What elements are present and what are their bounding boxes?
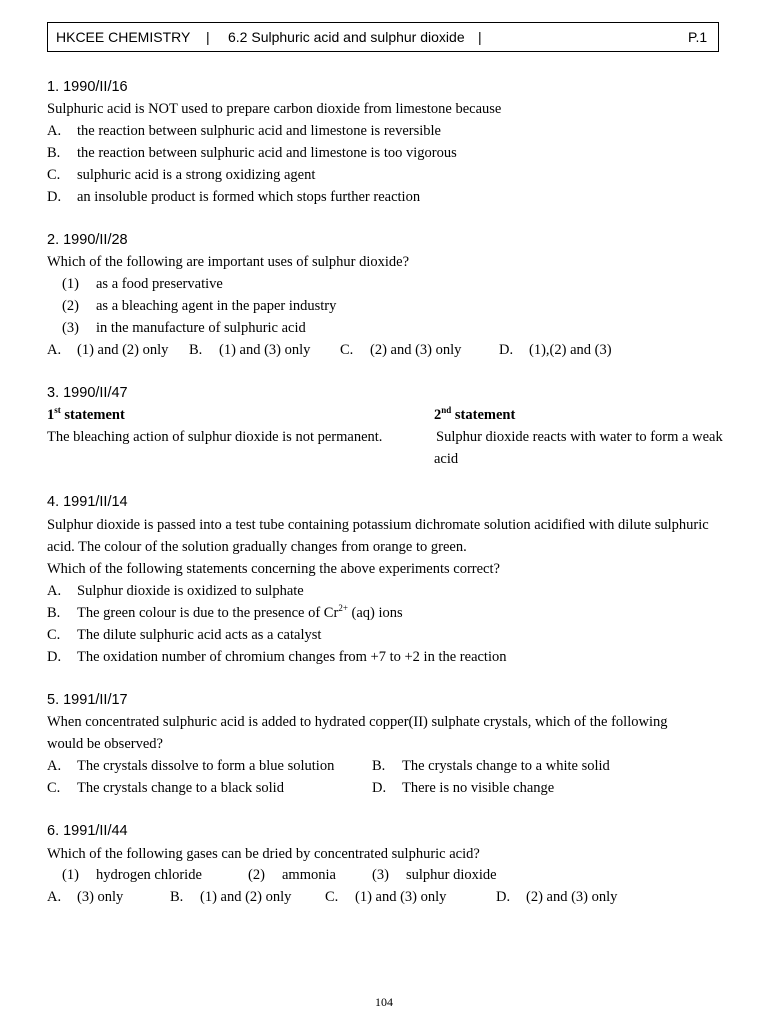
statement-2-text-continued: acid [434, 451, 459, 467]
option-letter: B. [170, 889, 184, 905]
question-5-stem: When concentrated sulphuric acid is added to hydrated copper(II) sulphate crystals, which of the following [47, 714, 668, 730]
option-letter: C. [47, 780, 61, 796]
option-letter: A. [47, 583, 62, 599]
option-text: the reaction between sulphuric acid and limestone is too vigorous [77, 145, 457, 161]
question-4-stem: acid. The colour of the solution gradually changes from orange to green. [47, 539, 467, 555]
question-2-stem: Which of the following are important uses of sulphur dioxide? [47, 254, 410, 270]
option-text: (1) and (3) only [355, 889, 447, 905]
question-6-number: 6. 1991/II/44 [47, 823, 128, 839]
option-letter: A. [47, 342, 62, 358]
option-letter: A. [47, 889, 62, 905]
statement-2-heading: 2nd statement [434, 405, 516, 423]
option-text: The crystals change to a black solid [77, 780, 284, 796]
option-letter: A. [47, 123, 62, 139]
option-text: an insoluble product is formed which stops further reaction [77, 189, 421, 205]
option-text: The green colour is due to the presence of $Cr^{2+}$ (aq) ions [77, 603, 403, 621]
option-text: There is no visible change [402, 780, 555, 796]
question-4-number: 4. 1991/II/14 [47, 494, 128, 510]
question-5-number: 5. 1991/II/17 [47, 692, 128, 708]
option-text: The crystals change to a white solid [402, 758, 610, 774]
question-1-number: 1. 1990/II/16 [47, 79, 128, 95]
option-letter: C. [47, 167, 61, 183]
item-number: (2) [248, 867, 265, 883]
item-number: (1) [62, 867, 79, 883]
option-letter: D. [372, 780, 387, 796]
page-number: 104 [375, 995, 393, 1009]
option-text: (1) and (2) only [77, 342, 169, 358]
item-number: (3) [372, 867, 389, 883]
header-page-label: P.1 [688, 29, 708, 45]
header-subject: HKCEE CHEMISTRY [56, 29, 191, 45]
question-3-number: 3. 1990/II/47 [47, 385, 128, 401]
option-letter: B. [189, 342, 203, 358]
option-letter: C. [340, 342, 354, 358]
statement-1-text: The bleaching action of sulphur dioxide is not permanent. [47, 429, 383, 445]
option-text: (1),(2) and (3) [529, 342, 612, 358]
item-text: ammonia [282, 867, 336, 883]
option-text: sulphuric acid is a strong oxidizing agent [77, 167, 316, 183]
item-text: as a bleaching agent in the paper industry [96, 298, 337, 314]
option-text: (2) and (3) only [370, 342, 462, 358]
option-letter: B. [372, 758, 386, 774]
option-letter: A. [47, 758, 62, 774]
header-separator: | [478, 29, 482, 45]
option-text: (1) and (3) only [219, 342, 311, 358]
option-letter: B. [47, 605, 61, 621]
item-text: hydrogen chloride [96, 867, 202, 883]
question-6-stem: Which of the following gases can be dried by concentrated sulphuric acid? [47, 846, 480, 862]
question-4-stem: Which of the following statements concerning the above experiments correct? [47, 561, 500, 577]
option-text: (2) and (3) only [526, 889, 618, 905]
question-4-stem: Sulphur dioxide is passed into a test tube containing potassium dichromate solution acidified with dilute sulphuric [47, 517, 709, 533]
option-text: The oxidation number of chromium changes from +7 to +2 in the reaction [77, 649, 507, 665]
item-text: as a food preservative [96, 276, 223, 292]
page-header [47, 22, 719, 52]
header-topic: 6.2 Sulphuric acid and sulphur dioxide [228, 29, 465, 45]
option-letter: D. [496, 889, 511, 905]
item-number: (2) [62, 298, 79, 314]
option-text: the reaction between sulphuric acid and limestone is reversible [77, 123, 441, 139]
option-letter: D. [47, 649, 62, 665]
option-letter: B. [47, 145, 61, 161]
question-2-number: 2. 1990/II/28 [47, 232, 128, 248]
item-text: in the manufacture of sulphuric acid [96, 320, 306, 336]
statement-1-heading: 1st statement [47, 405, 125, 423]
question-5-stem: would be observed? [47, 736, 163, 752]
option-text: The dilute sulphuric acid acts as a catalyst [77, 627, 322, 643]
item-number: (3) [62, 320, 79, 336]
option-text: The crystals dissolve to form a blue solution [77, 758, 335, 774]
option-letter: D. [499, 342, 514, 358]
option-text: (1) and (2) only [200, 889, 292, 905]
question-1-stem: Sulphuric acid is NOT used to prepare carbon dioxide from limestone because [47, 101, 502, 117]
header-separator: | [206, 29, 210, 45]
item-number: (1) [62, 276, 79, 292]
option-letter: C. [47, 627, 61, 643]
option-letter: C. [325, 889, 339, 905]
option-text: Sulphur dioxide is oxidized to sulphate [77, 583, 304, 599]
option-letter: D. [47, 189, 62, 205]
option-text: (3) only [77, 889, 124, 905]
statement-2-text: Sulphur dioxide reacts with water to form a weak [436, 429, 723, 445]
item-text: sulphur dioxide [406, 867, 497, 883]
